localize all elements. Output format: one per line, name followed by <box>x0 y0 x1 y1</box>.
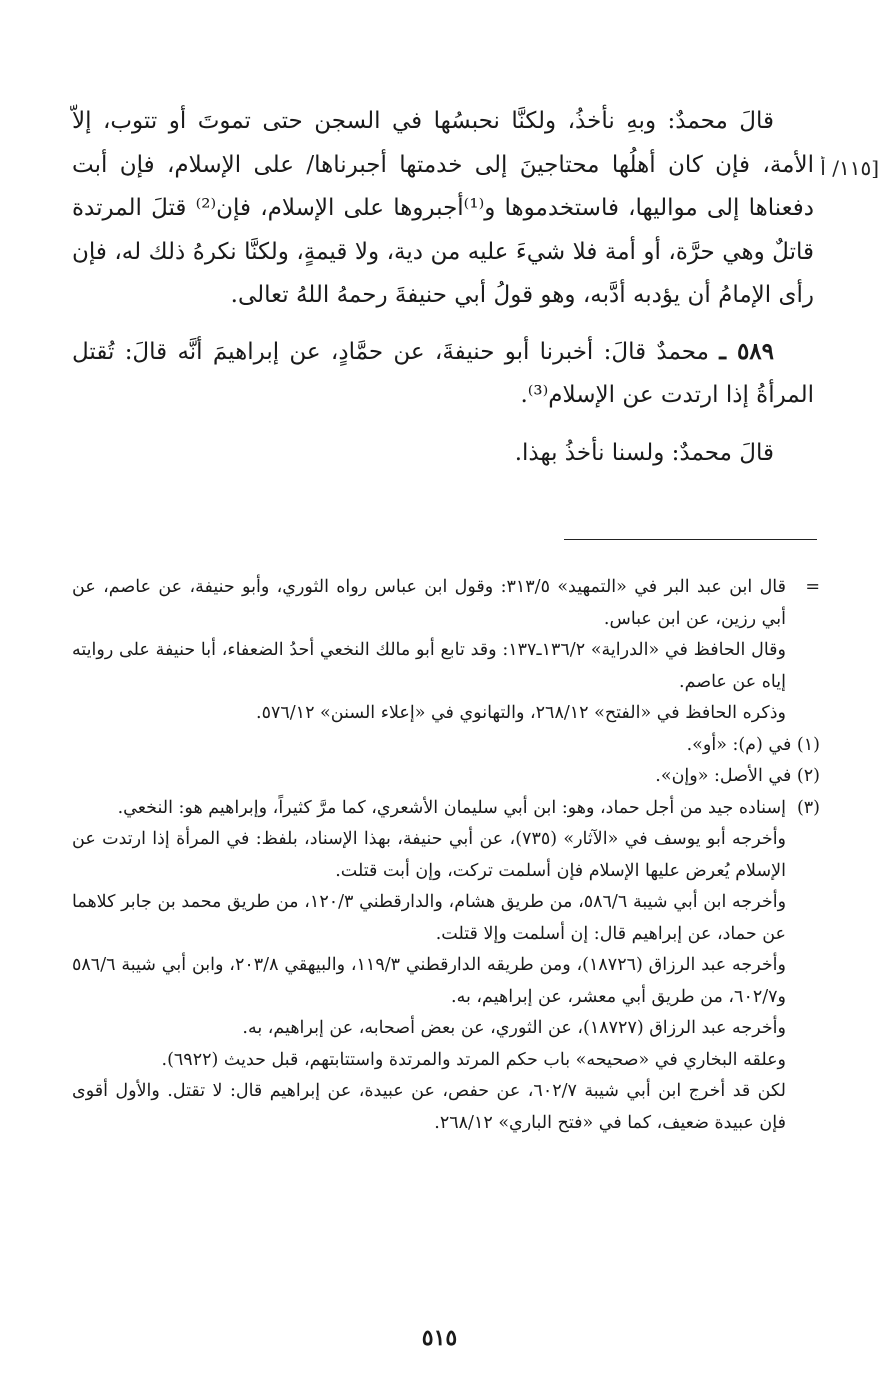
footnote-1: (١) في (م): «أو». <box>686 734 820 755</box>
footnote-continuation <box>72 572 820 730</box>
hadith-number: ٥٨٩ ـ <box>719 337 775 365</box>
footnote-3-line-2: وأخرجه أبو يوسف في «الآثار» (٧٣٥)، عن أبي حنيفة، بهذا الإسناد، بلفظ: في المرأة إذا ارتدت عن الإسلام يُعرض عليها الإسلام فإن أسلمت تركت، وإن أبت قتلت. <box>72 829 787 881</box>
footnote-3-line-1: (٣) إسناده جيد من أجل حماد، وهو: ابن أبي سليمان الأشعري، كما مرَّ كثيراً، وإبراهيم هو: النخعي. <box>72 793 820 825</box>
margin-manuscript-reference: [١١٥/ أ <box>820 156 879 180</box>
hadith-589-text: محمدٌ قالَ: أخبرنا أبو حنيفةَ، عن حمَّادٍ، عن إبراهيمَ أنَّه قالَ: تُقتل المرأةُ إذا ارتدت عن الإسلام⁽³⁾. <box>72 338 814 408</box>
paragraph-3: قالَ محمدٌ: ولسنا نأخذُ بهذا. <box>514 439 774 466</box>
footnote-continuation-line-1: = قال ابن عبد البر في «التمهيد» ٣١٣/٥: وقول ابن عباس رواه الثوري، وأبو حنيفة، عن عاصم، عن أبي رزين، عن ابن عباس. <box>72 572 820 635</box>
continuation-mark: = <box>805 577 820 597</box>
main-text <box>72 100 814 475</box>
page-number: ٥١٥ <box>421 1325 458 1351</box>
footnote-3-mark: (٣) <box>796 797 820 818</box>
footnote-continuation-line-3: وذكره الحافظ في «الفتح» ٢٦٨/١٢، والتهانوي في «إعلاء السنن» ٥٧٦/١٢. <box>256 703 786 723</box>
footnote-2: (٢) في الأصل: «وإن». <box>655 766 820 786</box>
paragraph-589 <box>72 330 814 418</box>
footnote-3-line-3: وأخرجه ابن أبي شيبة ٥٨٦/٦، من طريق هشام، والدارقطني ١٢٠/٣، من طريق محمد بن جابر كلاهما عن حماد، عن إبراهيم قال: إن أسلمت وإلا قتلت. <box>72 892 787 944</box>
footnote-3-line-4: وأخرجه عبد الرزاق (١٨٧٢٦)، ومن طريقه الدارقطني ١١٩/٣، والبيهقي ٢٠٣/٨، وابن أبي شيبة ٥٨٦/٦ و٦٠٢/٧، من طريق أبي معشر، عن إبراهيم، به. <box>72 955 786 1007</box>
footnote-3 <box>72 793 820 1140</box>
footnote-continuation-line-2: وقال الحافظ في «الدراية» ١٣٦/٢ـ١٣٧: وقد تابع أبو مالك النخعي أحدُ الضعفاء، أبا حنيفة على روايته إياه عن عاصم. <box>72 640 786 692</box>
footnote-separator <box>564 539 817 540</box>
paragraph-1: قالَ محمدٌ: وبهِ نأخذُ، ولكنَّا نحبسُها في السجن حتى تموتَ أو تتوب، إلاّ الأمة، فإن كان أهلُها محتاجينَ إلى خدمتها أجبرناها/ على الإسلام، فإن أبت دفعناها إلى مواليها، فاستخدموها و⁽¹⁾أجبروها على الإسلام، فإن⁽²⁾ قتلَ المرتدة قاتلٌ وهي حرَّة، أو أمة فلا شيءَ عليه من دية، ولا قيمةٍ، ولكنَّا نكرهُ ذلك له، فإن رأى الإمامُ أن يؤدبه أدَّبه، وهو قولُ أبي حنيفةَ رحمهُ اللهُ تعالى. <box>72 108 815 308</box>
footnotes <box>72 572 820 1139</box>
footnote-3-line-6: وعلقه البخاري في «صحيحه» باب حكم المرتد والمرتدة واستتابتهم، قبل حديث (٦٩٢٢). <box>161 1049 786 1070</box>
footnote-3-line-5: وأخرجه عبد الرزاق (١٨٧٢٧)، عن الثوري، عن بعض أصحابه، عن إبراهيم، به. <box>242 1018 786 1038</box>
footnote-3-line-7: لكن قد أخرج ابن أبي شيبة ٦٠٢/٧، عن حفص، عن عبيدة، عن إبراهيم قال: لا تقتل. والأول أقوى فإن عبيدة ضعيف، كما في «فتح الباري» ٢٦٨/١٢. <box>72 1081 787 1133</box>
